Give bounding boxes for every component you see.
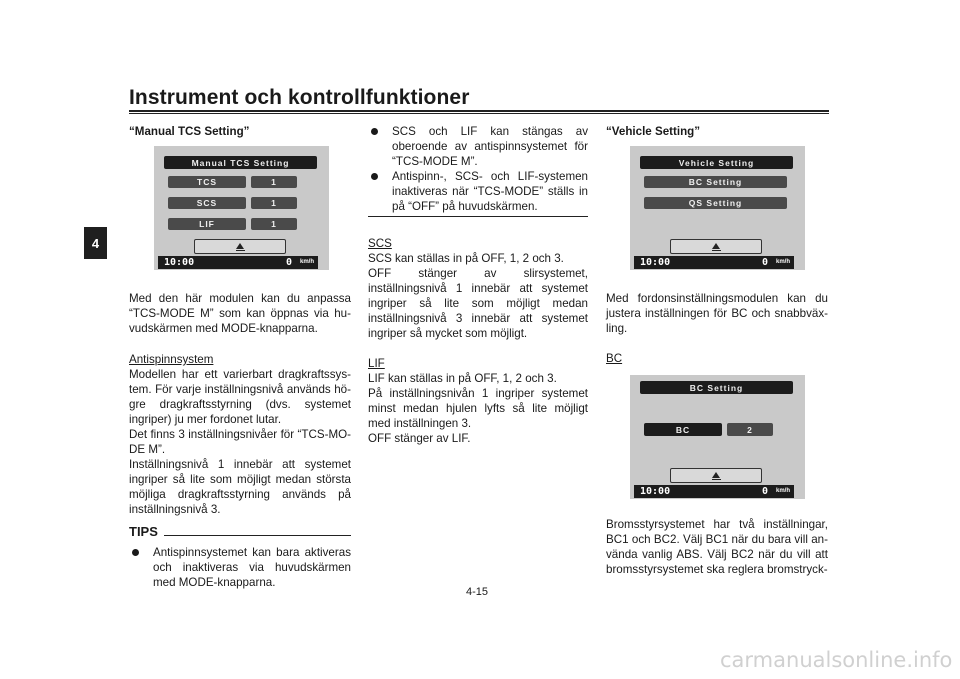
display-screen-manual-tcs xyxy=(154,146,329,270)
display-screen-vehicle-setting xyxy=(630,146,805,270)
screen-speed: 0 xyxy=(761,257,768,268)
subheading-bc: BC xyxy=(606,352,623,365)
screen-status-bar xyxy=(158,256,318,269)
screen-speed-unit: km/h xyxy=(775,259,790,265)
page-header-title: Instrument och kontrollfunktioner xyxy=(129,86,470,109)
paragraph-scs: SCS kan ställas in på OFF, 1, 2 och 3. xyxy=(368,252,564,265)
column-1 xyxy=(129,124,351,139)
paragraph-lif: LIF kan ställas in på OFF, 1, 2 och 3. xyxy=(368,372,557,385)
screen-status-bar xyxy=(634,485,794,498)
screen-speed-unit: km/h xyxy=(775,488,790,494)
screen-title-bar: Manual TCS Setting xyxy=(164,156,317,169)
paragraph-bc: Bromsstyrsystemet har två inställningar, BC1 och BC2. Välj BC1 när du bara vill använda vanlig ABS. Välj BC2 när du vill att bromsstyrsystemet ska reglera bromstryck- xyxy=(606,518,828,576)
chapter-tab: 4 xyxy=(84,227,107,259)
watermark: carmanualsonline.info xyxy=(720,648,953,672)
page-number: 4-15 xyxy=(466,586,489,598)
bullet-icon xyxy=(371,173,378,180)
screen-row-value: 1 xyxy=(251,197,297,209)
list-item xyxy=(368,169,588,214)
display-screen-bc-setting xyxy=(630,375,805,499)
bullet-icon xyxy=(132,549,139,556)
screen-up-button xyxy=(670,239,762,254)
eject-icon xyxy=(712,472,721,480)
subheading-scs: SCS xyxy=(368,237,392,250)
screen-clock: 10:00 xyxy=(640,486,671,497)
paragraph-lif-2: På inställningsnivån 1 ingriper systemet minst medan hjulen lyfts så lite möjligt med inställningen 3. xyxy=(368,387,588,430)
bullet-icon xyxy=(371,128,378,135)
eject-icon xyxy=(236,243,245,251)
eject-icon xyxy=(712,243,721,251)
paragraph-antispin: Modellen har ett varierbart dragkraftssystem. För varje inställningsnivå används högre dragkraftsstyrning (dvs. systemet ingriper) ju mer fordonet lutar. xyxy=(129,368,351,426)
section-heading-manual-tcs: “Manual TCS Setting” xyxy=(129,125,250,138)
column-2-body xyxy=(368,236,588,446)
section-divider xyxy=(368,216,588,217)
tips-bullet-text: Antispinnsystemet kan bara aktiveras och inaktiveras via huvudskärmen med MODE-knapparna. xyxy=(153,546,351,589)
screen-row-label: LIF xyxy=(168,218,246,230)
tips-rule xyxy=(164,535,351,536)
tips-header xyxy=(129,524,351,539)
paragraph-lif-3: OFF stänger av LIF. xyxy=(368,432,471,445)
tips-bullet-item xyxy=(129,545,351,590)
screen-clock: 10:00 xyxy=(640,257,671,268)
screen-speed: 0 xyxy=(285,257,292,268)
tips-label: TIPS xyxy=(129,524,158,539)
screen-speed: 0 xyxy=(761,486,768,497)
screen-up-button xyxy=(194,239,286,254)
header-rule xyxy=(129,110,829,112)
screen-title-bar: Vehicle Setting xyxy=(640,156,793,169)
column-2 xyxy=(368,124,588,214)
column-3-bottom xyxy=(606,517,828,577)
screen-up-button xyxy=(670,468,762,483)
bullet-text: SCS och LIF kan stängas av oberoende av antispinnsystemet för “TCS-MODE M”. xyxy=(392,125,588,168)
screen-status-bar xyxy=(634,256,794,269)
screen-clock: 10:00 xyxy=(164,257,195,268)
screen-row-label: SCS xyxy=(168,197,246,209)
screen-row-value: 2 xyxy=(727,423,773,436)
paragraph-vehicle: Med fordonsinställningsmodulen kan du justera inställningen för BC och snabbväxling. xyxy=(606,292,828,335)
column-3 xyxy=(606,124,828,139)
screen-row-value: 1 xyxy=(251,218,297,230)
bullet-text: Antispinn-, SCS- och LIF-systemen inaktiveras när “TCS-MODE” ställs in på “OFF” på huvudskärmen. xyxy=(392,170,588,213)
screen-title-bar: BC Setting xyxy=(640,381,793,394)
paragraph-antispin-2: Det finns 3 inställningsnivåer för “TCS-MODE M”. xyxy=(129,428,351,456)
paragraph-antispin-3: Inställningsnivå 1 innebär att systemet ingriper så lite som möjligt medan största möjliga dragkraftsstyrning används på inställningsnivå 3. xyxy=(129,458,351,516)
screen-row-label: TCS xyxy=(168,176,246,188)
screen-row-value: 1 xyxy=(251,176,297,188)
paragraph-intro: Med den här modulen kan du anpassa “TCS-MODE M” som kan öppnas via huvudskärmen med MODE-knapparna. xyxy=(129,292,351,335)
paragraph-scs-2: OFF stänger av slirsystemet, inställningsnivå 1 innebär att systemet ingriper så lite som möjligt medan inställningsnivå 3 innebär att systemet ingriper så mycket som möjligt. xyxy=(368,267,588,340)
screen-menu-item: QS Setting xyxy=(644,197,787,209)
header-rule-thin xyxy=(129,113,829,114)
subheading-lif: LIF xyxy=(368,357,385,370)
section-heading-vehicle: “Vehicle Setting” xyxy=(606,125,701,138)
list-item xyxy=(368,124,588,169)
screen-menu-item: BC Setting xyxy=(644,176,787,188)
column-3-body xyxy=(606,291,828,366)
screen-speed-unit: km/h xyxy=(299,259,314,265)
screen-row-label: BC xyxy=(644,423,722,436)
column-1-body xyxy=(129,291,351,590)
subheading-antispin: Antispinnsystem xyxy=(129,353,214,366)
